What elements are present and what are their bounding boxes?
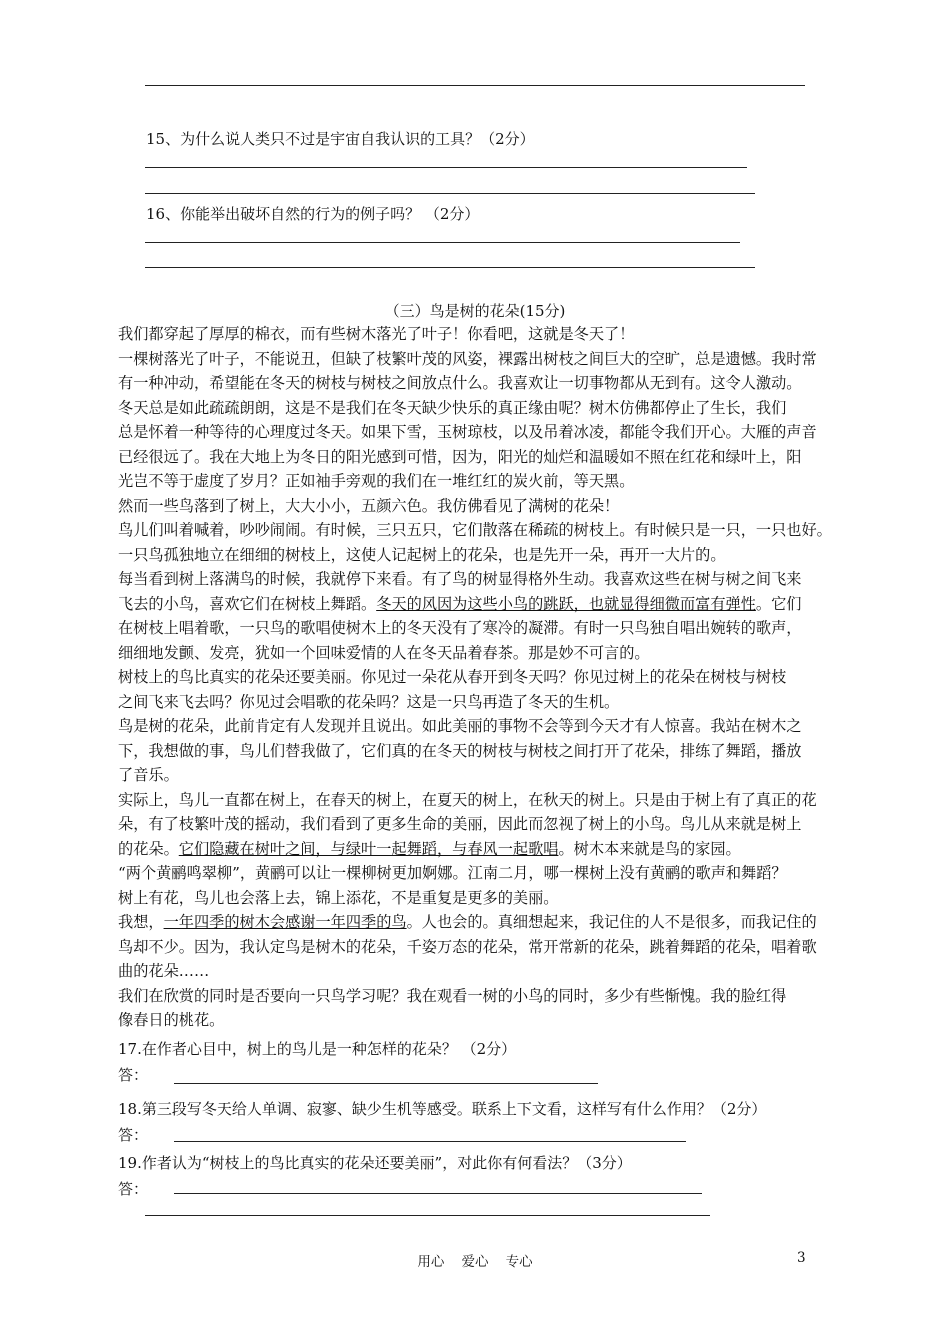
answer-line[interactable] — [145, 1215, 710, 1216]
passage-text: 我想， — [118, 913, 164, 931]
passage-line — [118, 592, 818, 617]
answer-label: 答： — [118, 1180, 149, 1198]
passage-line: 每当看到树上落满鸟的时候，我就停下来看。有了鸟的树显得格外生动。我喜欢这些在树与树之间飞来 — [118, 570, 802, 588]
passage-line: 之间飞来飞去吗？你见过会唱歌的花朵吗？这是一只鸟再造了冬天的生机。 — [118, 692, 620, 711]
passage-line: “两个黄鹂鸣翠柳”，黄鹂可以让一棵柳树更加婀娜。江南二月，哪一棵树上没有黄鹂的歌声和舞蹈？ — [118, 864, 787, 882]
underlined-sentence: 一年四季的树木会感谢一年四季的鸟 — [163, 913, 407, 931]
answer-line[interactable] — [174, 1083, 598, 1084]
passage-line — [118, 910, 818, 935]
question-15: 15、为什么说人类只不过是宇宙自我认识的工具？（2分） — [146, 130, 535, 148]
passage-line: 鸟是树的花朵，此前肯定有人发现并且说出。如此美丽的事物不会等到今天才有人惊喜。我站在树木之 — [118, 717, 802, 735]
underlined-sentence: 它们隐藏在树叶之间，与绿叶一起舞蹈，与春风一起歌唱 — [178, 839, 559, 858]
answer-line — [145, 193, 755, 194]
passage-line: 了音乐。 — [118, 766, 179, 784]
question-18: 18.第三段写冬天给人单调、寂寥、缺少生机等感受。联系上下文看，这样写有什么作用？（2分） — [118, 1100, 767, 1118]
passage-line: 细细地发颤、发亮，犹如一个回味爱情的人在冬天品着春茶。那是妙不可言的。 — [118, 643, 650, 662]
question-19: 19.作者认为“树枝上的鸟比真实的花朵还要美丽”，对此你有何看法？（3分） — [118, 1154, 632, 1172]
passage — [118, 322, 832, 1033]
passage-line: 一只鸟孤独地立在细细的树枝上，这使人记起树上的花朵，也是先开一朵，再开一大片的。 — [118, 545, 726, 564]
passage-line: 我们都穿起了厚厚的棉衣，而有些树木落光了叶子！你看吧，这就是冬天了！ — [118, 325, 635, 343]
passage-text: 。它们 — [755, 594, 802, 613]
answer-line[interactable] — [174, 1141, 686, 1142]
section-title: （三）鸟是树的花朵(15分) — [384, 302, 566, 320]
answer-line — [145, 267, 755, 268]
passage-line: 树枝上的鸟比真实的花朵还要美丽。你见过一朵花从春开到冬天吗？你见过树上的花朵在树枝与树枝 — [118, 668, 787, 686]
underlined-sentence: 冬天的风因为这些小鸟的跳跃，也就显得细微而富有弹性 — [376, 594, 756, 613]
passage-text: 的花朵。 — [118, 839, 179, 858]
answer-line[interactable] — [174, 1193, 702, 1194]
page-number: 3 — [797, 1250, 806, 1266]
passage-line: 下，我想做的事，鸟儿们替我做了，它们真的在冬天的树枝与树枝之间打开了花朵，排练了舞蹈，播放 — [118, 741, 802, 760]
answer-line — [145, 85, 805, 86]
passage-line: 曲的花朵…… — [118, 962, 210, 980]
passage-line: 朵，有了枝繁叶茂的摇动，我们看到了更多生命的美丽，因此而忽视了树上的小鸟。鸟儿从来就是树上 — [118, 815, 802, 833]
passage-line: 有一种冲动，希望能在冬天的树枝与树枝之间放点什么。我喜欢让一切事物都从无到有。这令人激动。 — [118, 374, 802, 392]
passage-line: 树上有花，鸟儿也会落上去，锦上添花，不是重复是更多的美丽。 — [118, 888, 559, 907]
passage-text: 飞去的小鸟，喜欢它们在树枝上舞蹈。 — [118, 594, 377, 613]
answer-line — [145, 167, 747, 168]
passage-line — [118, 837, 818, 862]
answer-label: 答： — [118, 1066, 149, 1084]
passage-line: 光岂不等于虚度了岁月？正如袖手旁观的我们在一堆红红的炭火前，等天黑。 — [118, 472, 635, 490]
page-footer: 用心 爱心 专心 — [417, 1254, 533, 1270]
question-16: 16、你能举出破坏自然的行为的例子吗？ （2分） — [146, 205, 480, 223]
passage-line: 总是怀着一种等待的心理度过冬天。如果下雪，玉树琼枝，以及吊着冰凌，都能令我们开心。大雁的声音 — [118, 423, 817, 441]
passage-line: 冬天总是如此疏疏朗朗，这是不是我们在冬天缺少快乐的真正缘由呢？树木仿佛都停止了生长，我们 — [118, 398, 787, 417]
passage-text: 。人也会的。真细想起来，我记住的人不是很多，而我记住的 — [406, 913, 817, 931]
passage-line: 像春日的桃花。 — [118, 1011, 225, 1029]
passage-line: 一棵树落光了叶子，不能说丑，但缺了枝繁叶茂的风姿，裸露出树枝之间巨大的空旷，总是遗憾。我时常 — [118, 349, 817, 368]
passage-line: 在树枝上唱着歌，一只鸟的歌唱使树木上的冬天没有了寒冷的凝滞。有时一只鸟独自唱出婉转的歌声， — [118, 619, 802, 637]
passage-line: 鸟儿们叫着喊着，吵吵闹闹。有时候，三只五只，它们散落在稀疏的树枝上。有时候只是一只，一只也好。 — [118, 521, 832, 539]
passage-line: 然而一些鸟落到了树上，大大小小，五颜六色。我仿佛看见了满树的花朵！ — [118, 496, 620, 515]
answer-line — [145, 242, 740, 243]
passage-line: 已经很远了。我在大地上为冬日的阳光感到可惜，因为，阳光的灿烂和温暖如不照在红花和绿叶上，阳 — [118, 447, 802, 466]
passage-line: 我们在欣赏的同时是否要向一只鸟学习呢？我在观看一树的小鸟的同时，多少有些惭愧。我的脸红得 — [118, 986, 787, 1005]
passage-line: 鸟却不少。因为，我认定鸟是树木的花朵，千姿万态的花朵，常开常新的花朵，跳着舞蹈的花朵，唱着歌 — [118, 937, 817, 956]
question-17: 17.在作者心目中，树上的鸟儿是一种怎样的花朵？ （2分） — [118, 1040, 517, 1058]
answer-label: 答： — [118, 1126, 149, 1144]
passage-line: 实际上，鸟儿一直都在树上，在春天的树上，在夏天的树上，在秋天的树上。只是由于树上有了真正的花 — [118, 790, 817, 809]
passage-text: 。树木本来就是鸟的家园。 — [558, 839, 741, 858]
